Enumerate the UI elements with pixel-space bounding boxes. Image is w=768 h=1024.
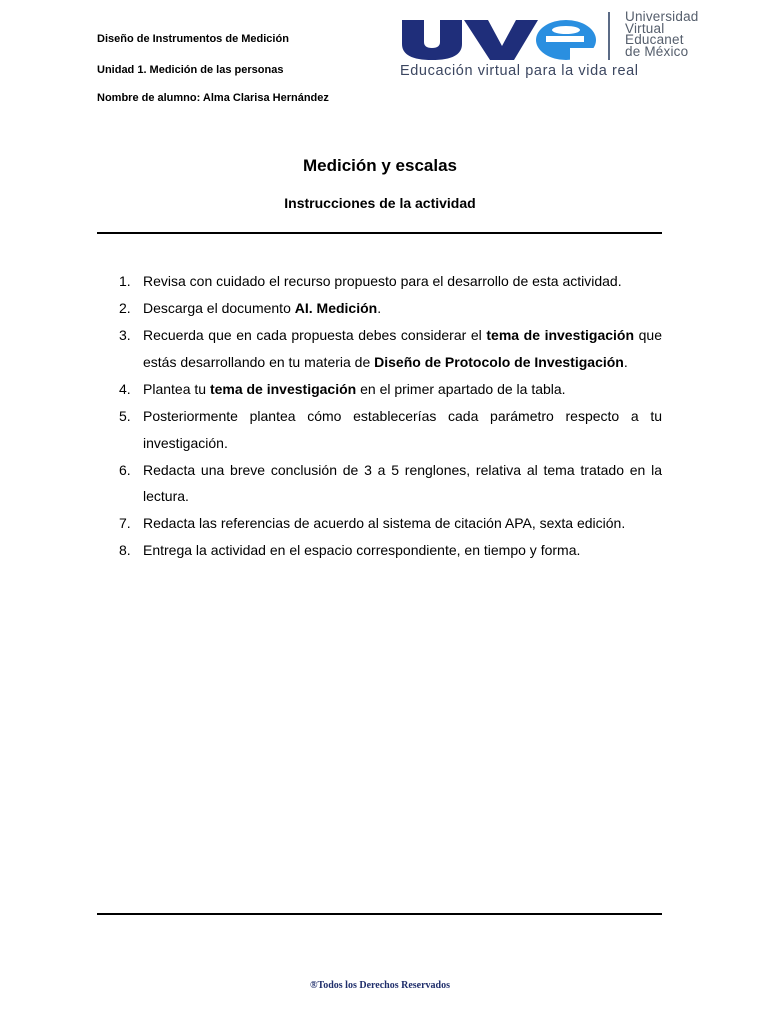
page-title: Medición y escalas — [302, 156, 458, 175]
instruction-bold-text: tema de investigación — [486, 327, 635, 344]
instruction-item — [97, 510, 662, 537]
instruction-bold-text: Diseño de Protocolo de Investigación — [374, 353, 624, 370]
instructions-list — [97, 268, 662, 565]
instruction-item — [97, 295, 662, 322]
instruction-text: Descarga el documento — [143, 300, 295, 317]
instruction-item — [97, 268, 662, 295]
instruction-text: que estás desarrollando en tu materia de — [143, 327, 662, 370]
header-student-name: Nombre de alumno: Alma Clarisa Hernández — [97, 92, 329, 104]
instruction-number: 5. — [119, 407, 131, 424]
instruction-text: Entrega la actividad en el espacio correspondiente, en tiempo y forma. — [143, 542, 581, 559]
footer-copyright: ®Todos los Derechos Reservados — [310, 980, 450, 991]
instruction-number: 3. — [119, 327, 131, 344]
logo-divider — [608, 12, 610, 60]
instruction-text: . — [377, 300, 382, 317]
logo-line-4: de México — [625, 43, 689, 59]
instruction-text: Recuerda que en cada propuesta debes considerar el — [143, 327, 487, 344]
instruction-bold-text: AI. Medición — [294, 300, 378, 317]
instruction-item — [97, 537, 662, 564]
instruction-number: 4. — [119, 380, 131, 397]
uve-logo — [398, 8, 743, 82]
instruction-text: Redacta las referencias de acuerdo al sistema de citación APA, sexta edición. — [143, 515, 626, 532]
instruction-item — [97, 322, 662, 375]
instruction-item — [97, 403, 662, 456]
instruction-bold-text: tema de investigación — [209, 380, 357, 397]
instruction-text: Revisa con cuidado el recurso propuesto para el desarrollo de esta actividad. — [143, 273, 622, 289]
header-unit: Unidad 1. Medición de las personas — [97, 64, 284, 76]
instruction-text: Plantea tu — [143, 380, 210, 397]
logo-line-3: Educanet — [625, 32, 684, 47]
instruction-number: 1. — [119, 273, 131, 289]
logo-university-name — [625, 11, 698, 57]
instruction-text: Posteriormente plantea cómo establecerías cada parámetro respecto a tu investigación. — [143, 407, 662, 451]
instruction-text: . — [623, 353, 628, 370]
logo-line-1: Universidad — [625, 9, 699, 24]
instruction-text: Redacta una breve conclusión de 3 a 5 renglones, relativa al tema tratado en la lectura. — [143, 461, 662, 505]
header-course: Diseño de Instrumentos de Medición — [97, 33, 289, 45]
page-subtitle: Instrucciones de la actividad — [284, 195, 476, 211]
logo-tagline: Educación virtual para la vida real — [400, 63, 639, 79]
instruction-number: 2. — [119, 300, 131, 317]
bottom-divider — [97, 913, 662, 915]
uve-logo-wordmark — [398, 14, 598, 62]
instruction-number: 6. — [119, 461, 131, 478]
instruction-item — [97, 376, 662, 403]
instruction-item — [97, 457, 662, 510]
logo-line-2: Virtual — [625, 20, 665, 36]
instruction-text: en el primer apartado de la tabla. — [356, 380, 566, 397]
instruction-number: 8. — [119, 542, 131, 559]
top-divider — [97, 232, 662, 234]
instruction-number: 7. — [119, 515, 131, 532]
